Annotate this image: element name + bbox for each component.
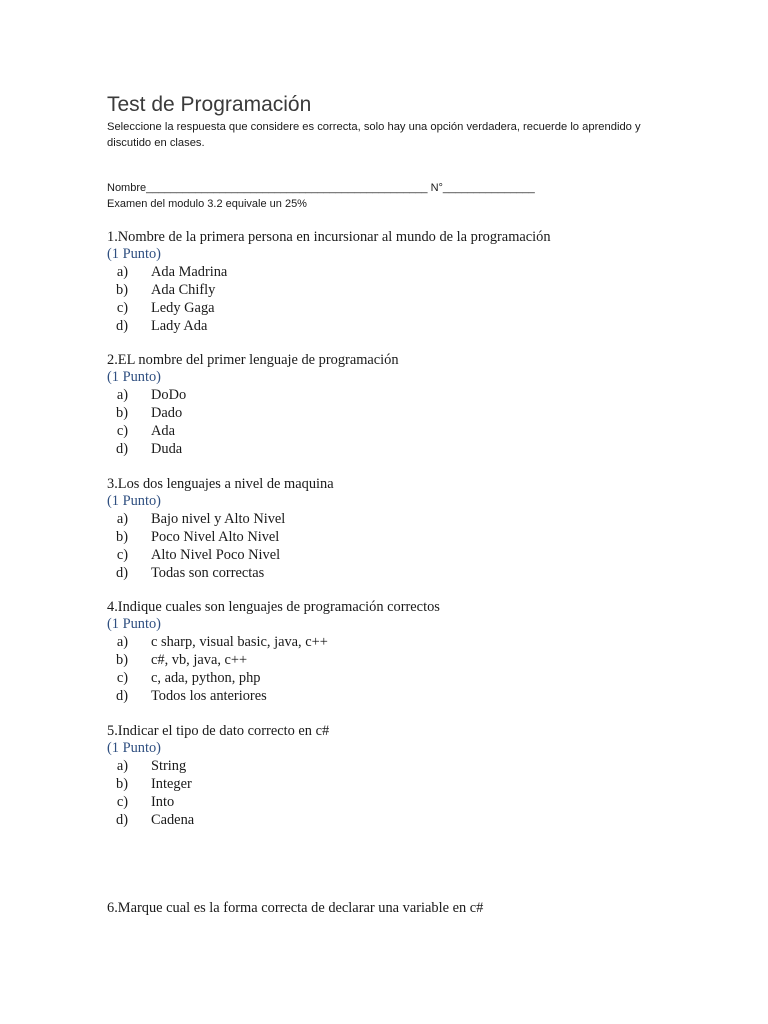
- option-a[interactable]: [107, 633, 707, 651]
- instructions-text: Seleccione la respuesta que considere es correcta, solo hay una opción verdadera, recuerde lo aprendido y discutido en clases.: [107, 121, 641, 149]
- option-text: Ada: [151, 423, 175, 439]
- option-text: c#, vb, java, c++: [151, 652, 248, 668]
- option-text: Poco Nivel Alto Nivel: [151, 529, 280, 545]
- option-d[interactable]: [107, 317, 707, 335]
- option-letter: a): [116, 264, 128, 280]
- option-list: [107, 757, 707, 829]
- option-text: DoDo: [151, 387, 187, 403]
- option-text: Integer: [151, 776, 192, 792]
- option-b[interactable]: [107, 775, 707, 793]
- question-2: [107, 352, 707, 458]
- option-d[interactable]: [107, 811, 707, 829]
- option-list: [107, 510, 707, 582]
- question-text: 2.EL nombre del primer lenguaje de programación: [107, 352, 399, 368]
- option-text: Alto Nivel Poco Nivel: [151, 547, 281, 563]
- option-a[interactable]: [107, 510, 707, 528]
- option-list: [107, 263, 707, 335]
- option-c[interactable]: [107, 546, 707, 564]
- option-b[interactable]: [107, 281, 707, 299]
- option-c[interactable]: [107, 793, 707, 811]
- option-letter: c): [116, 794, 128, 810]
- option-a[interactable]: [107, 757, 707, 775]
- question-points: (1 Punto): [107, 369, 161, 385]
- option-c[interactable]: [107, 422, 707, 440]
- exam-weight-note: Examen del modulo 3.2 equivale un 25%: [107, 198, 307, 210]
- question-text: 1.Nombre de la primera persona en incursionar al mundo de la programación: [107, 229, 551, 245]
- option-letter: a): [116, 511, 128, 527]
- option-b[interactable]: [107, 404, 707, 422]
- question-points: (1 Punto): [107, 246, 161, 262]
- option-a[interactable]: [107, 386, 707, 404]
- question-6: [107, 900, 707, 917]
- option-letter: a): [116, 758, 128, 774]
- option-text: Cadena: [151, 812, 195, 828]
- question-points: (1 Punto): [107, 740, 161, 756]
- option-letter: a): [116, 634, 128, 650]
- question-4: [107, 599, 707, 705]
- question-1: [107, 229, 707, 335]
- option-letter: c): [116, 423, 128, 439]
- option-text: Todas son correctas: [151, 565, 265, 581]
- option-list: [107, 633, 707, 705]
- option-letter: b): [116, 405, 128, 421]
- option-letter: b): [116, 529, 128, 545]
- page-title: Test de Programación: [107, 93, 312, 116]
- option-letter: c): [116, 670, 128, 686]
- option-letter: d): [116, 441, 128, 457]
- option-letter: c): [116, 547, 128, 563]
- option-text: c, ada, python, php: [151, 670, 261, 686]
- option-c[interactable]: [107, 669, 707, 687]
- option-d[interactable]: [107, 440, 707, 458]
- option-a[interactable]: [107, 263, 707, 281]
- option-letter: b): [116, 652, 128, 668]
- option-text: Bajo nivel y Alto Nivel: [151, 511, 286, 527]
- option-letter: c): [116, 300, 128, 316]
- option-letter: d): [116, 318, 128, 334]
- option-text: Lady Ada: [151, 318, 208, 334]
- option-letter: b): [116, 282, 128, 298]
- option-b[interactable]: [107, 651, 707, 669]
- question-text: 4.Indique cuales son lenguajes de programación correctos: [107, 599, 440, 615]
- option-text: Todos los anteriores: [151, 688, 267, 704]
- question-text: 3.Los dos lenguajes a nivel de maquina: [107, 476, 334, 492]
- option-text: Duda: [151, 441, 183, 457]
- name-number-field-line: Nombre______________________________________________ N°_______________: [107, 182, 535, 194]
- option-text: c sharp, visual basic, java, c++: [151, 634, 328, 650]
- option-text: String: [151, 758, 187, 774]
- option-b[interactable]: [107, 528, 707, 546]
- option-d[interactable]: [107, 687, 707, 705]
- option-letter: b): [116, 776, 128, 792]
- option-text: Ada Chifly: [151, 282, 216, 298]
- option-letter: a): [116, 387, 128, 403]
- question-5: [107, 723, 707, 829]
- question-points: (1 Punto): [107, 616, 161, 632]
- option-text: Ledy Gaga: [151, 300, 215, 316]
- option-c[interactable]: [107, 299, 707, 317]
- option-text: Dado: [151, 405, 183, 421]
- option-letter: d): [116, 812, 128, 828]
- option-text: Ada Madrina: [151, 264, 228, 280]
- option-d[interactable]: [107, 564, 707, 582]
- question-text: 5.Indicar el tipo de dato correcto en c#: [107, 723, 330, 739]
- question-text: 6.Marque cual es la forma correcta de declarar una variable en c#: [107, 900, 484, 916]
- option-letter: d): [116, 688, 128, 704]
- question-points: (1 Punto): [107, 493, 161, 509]
- option-letter: d): [116, 565, 128, 581]
- option-text: Into: [151, 794, 175, 810]
- option-list: [107, 386, 707, 458]
- question-3: [107, 476, 707, 582]
